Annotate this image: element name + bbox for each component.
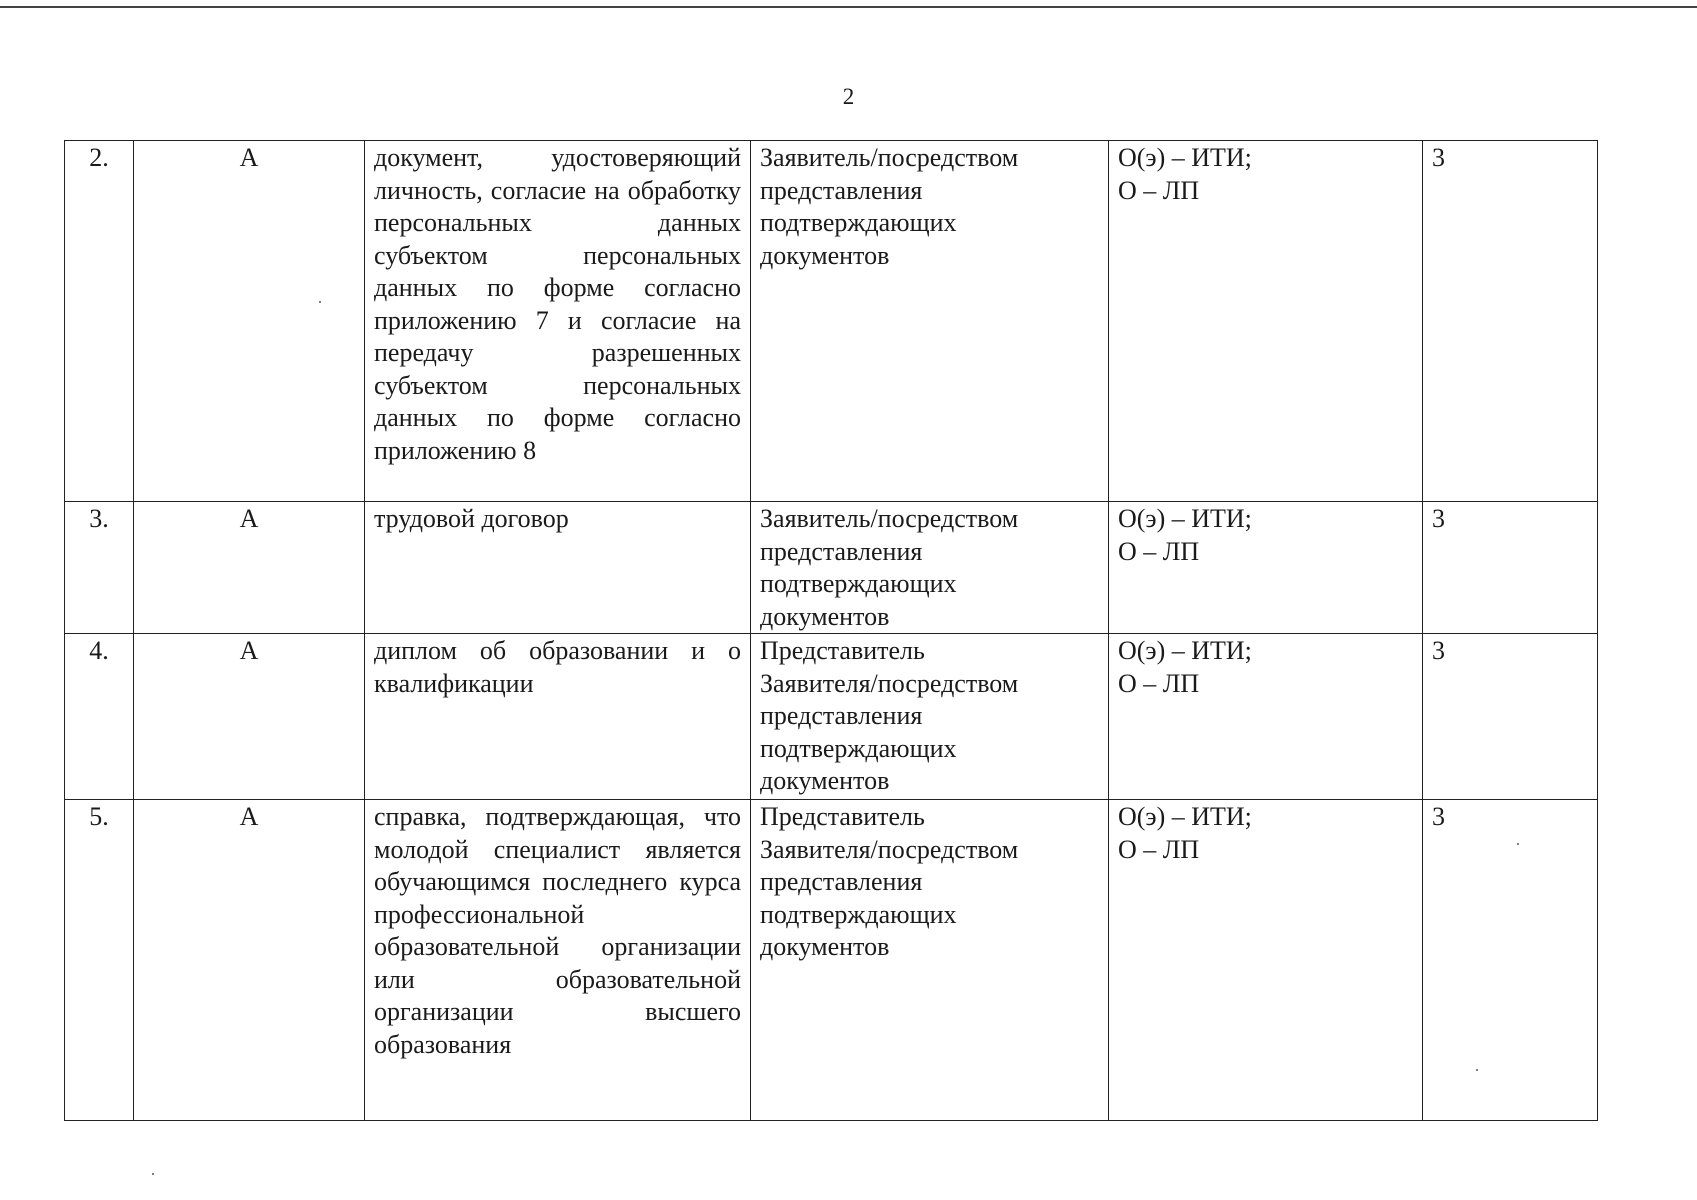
submitter-line: подтверждающих [760, 899, 957, 929]
scan-speck [152, 1173, 154, 1175]
row-type: А [134, 800, 365, 1121]
row-document [365, 141, 751, 502]
scan-speck [319, 301, 321, 303]
submitter-line: документов [760, 932, 890, 961]
row-type: А [134, 502, 365, 634]
submitter-line: документов [760, 240, 890, 270]
page-number: 2 [842, 84, 855, 109]
table-row [65, 800, 1598, 1121]
form-line: О – ЛП [1118, 668, 1200, 698]
row-term: 3 [1423, 800, 1598, 1121]
table-row [65, 502, 1598, 634]
submitter-line: документов [760, 766, 890, 795]
documents-table [64, 140, 1598, 1121]
row-document [365, 502, 751, 634]
submitter-line: Заявитель/посредством [760, 143, 1019, 172]
submitter-line: Заявителя/посредством [760, 834, 1019, 864]
table-row [65, 634, 1598, 800]
top-rule [0, 6, 1697, 8]
document-text: диплом об образовании и о квалификации [374, 636, 741, 698]
form-line: О(э) – ИТИ; [1118, 143, 1252, 172]
row-term: 3 [1423, 502, 1598, 634]
form-line: О – ЛП [1118, 175, 1200, 205]
submitter-line: Представитель [760, 636, 925, 665]
submitter-line: подтверждающих [760, 208, 957, 237]
scan-speck [1517, 843, 1519, 845]
submitter-line: подтверждающих [760, 733, 957, 763]
row-document [365, 800, 751, 1121]
document-text: документ, удостоверяющий личность, согласие на обработку персональных данных субъектом персональных данных по форме согласно приложению 7 и согласие на передачу разрешенных субъектом персональных данных по форме согласно приложению 8 [374, 143, 741, 465]
form-line: О(э) – ИТИ; [1118, 636, 1252, 665]
row-form [1109, 800, 1423, 1121]
row-type: А [134, 141, 365, 502]
submitter-line: представления [760, 701, 923, 730]
document-text: справка, подтверждающая, что молодой специалист является обучающимся последнего курса профессиональной образовательной организации или образовательной организации высшего образования [374, 802, 741, 1059]
row-number: 2. [65, 141, 134, 502]
row-submitter [751, 502, 1109, 634]
row-submitter [751, 634, 1109, 800]
submitter-line: представления [760, 175, 923, 205]
submitter-line: представления [760, 536, 923, 566]
submitter-line: Представитель [760, 802, 925, 831]
form-line: О(э) – ИТИ; [1118, 504, 1252, 533]
submitter-line: подтверждающих [760, 569, 957, 598]
row-term: 3 [1423, 634, 1598, 800]
table-row [65, 141, 1598, 502]
submitter-line: представления [760, 867, 923, 896]
form-line: О – ЛП [1118, 834, 1200, 864]
document-text: трудовой договор [374, 504, 569, 533]
row-document [365, 634, 751, 800]
row-form [1109, 141, 1423, 502]
row-form [1109, 634, 1423, 800]
row-number: 4. [65, 634, 134, 800]
submitter-line: Заявитель/посредством [760, 504, 1019, 533]
row-number: 3. [65, 502, 134, 634]
scan-speck [1476, 1069, 1478, 1071]
row-submitter [751, 800, 1109, 1121]
row-term: 3 [1423, 141, 1598, 502]
row-submitter [751, 141, 1109, 502]
form-line: О(э) – ИТИ; [1118, 802, 1252, 831]
form-line: О – ЛП [1118, 536, 1200, 566]
submitter-line: Заявителя/посредством [760, 668, 1019, 698]
row-type: А [134, 634, 365, 800]
row-form [1109, 502, 1423, 634]
submitter-line: документов [760, 601, 890, 631]
row-number: 5. [65, 800, 134, 1121]
